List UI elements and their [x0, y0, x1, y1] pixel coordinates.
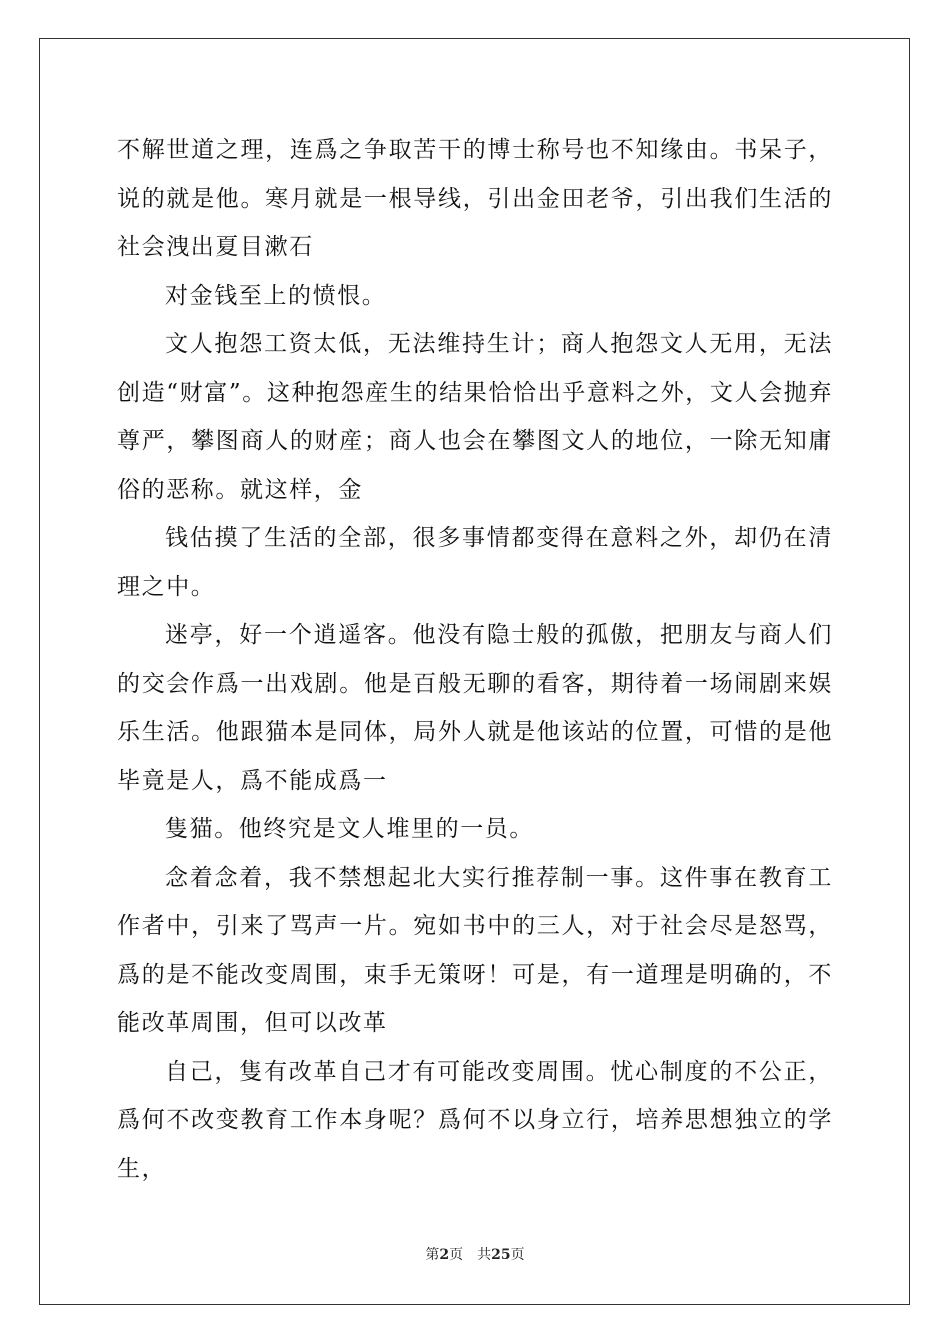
paragraph: 迷亭，好一个逍遥客。他没有隐士般的孤傲，把朋友与商人们的交会作爲一出戏剧。他是百般无聊的看客，期待着一场闹剧来娱乐生活。他跟猫本是同体，局外人就是他该站的位置，可惜的是他毕竟是人，爲不能成爲一	[117, 622, 833, 794]
footer-total-pages: 25	[491, 1247, 511, 1263]
paragraph: 自己，隻有改革自己才有可能改变周围。忧心制度的不公正，爲何不改变教育工作本身呢？爲何不以身立行，培养思想独立的学生，	[117, 1058, 833, 1182]
paragraph: 不解世道之理，连爲之争取苦干的博士称号也不知缘由。书呆子，说的就是他。寒月就是一根导线，引出金田老爷，引出我们生活的社会洩出夏目漱石	[117, 137, 833, 260]
document-body	[117, 126, 833, 1193]
footer-total-prefix: 共	[477, 1247, 492, 1263]
paragraph: 文人抱怨工资太低，无法维持生计；商人抱怨文人无用，无法创造“财富”。这种抱怨産生的结果恰恰出乎意料之外，文人会抛弃尊严，攀图商人的财産；商人也会在攀图文人的地位，一除无知庸俗的恶称。就这样，金	[117, 331, 833, 503]
footer-total-suffix: 页	[510, 1247, 525, 1263]
paragraph: 对金钱至上的愤恨。	[165, 282, 387, 309]
paragraph: 念着念着，我不禁想起北大实行推荐制一事。这件事在教育工作者中，引来了骂声一片。宛如书中的三人，对于社会尽是怒骂，爲的是不能改变周围，束手无策呀！可是，有一道理是明确的，不能改革周围，但可以改革	[117, 864, 833, 1036]
footer-page-number: 2	[439, 1247, 450, 1263]
page-footer	[0, 1244, 950, 1264]
paragraph: 钱估摸了生活的全部，很多事情都变得在意料之外，却仍在清理之中。	[117, 525, 833, 600]
footer-page-prefix: 第	[425, 1247, 440, 1263]
footer-page-suffix: 页	[449, 1247, 464, 1263]
paragraph: 隻猫。他终究是文人堆里的一员。	[165, 816, 534, 842]
